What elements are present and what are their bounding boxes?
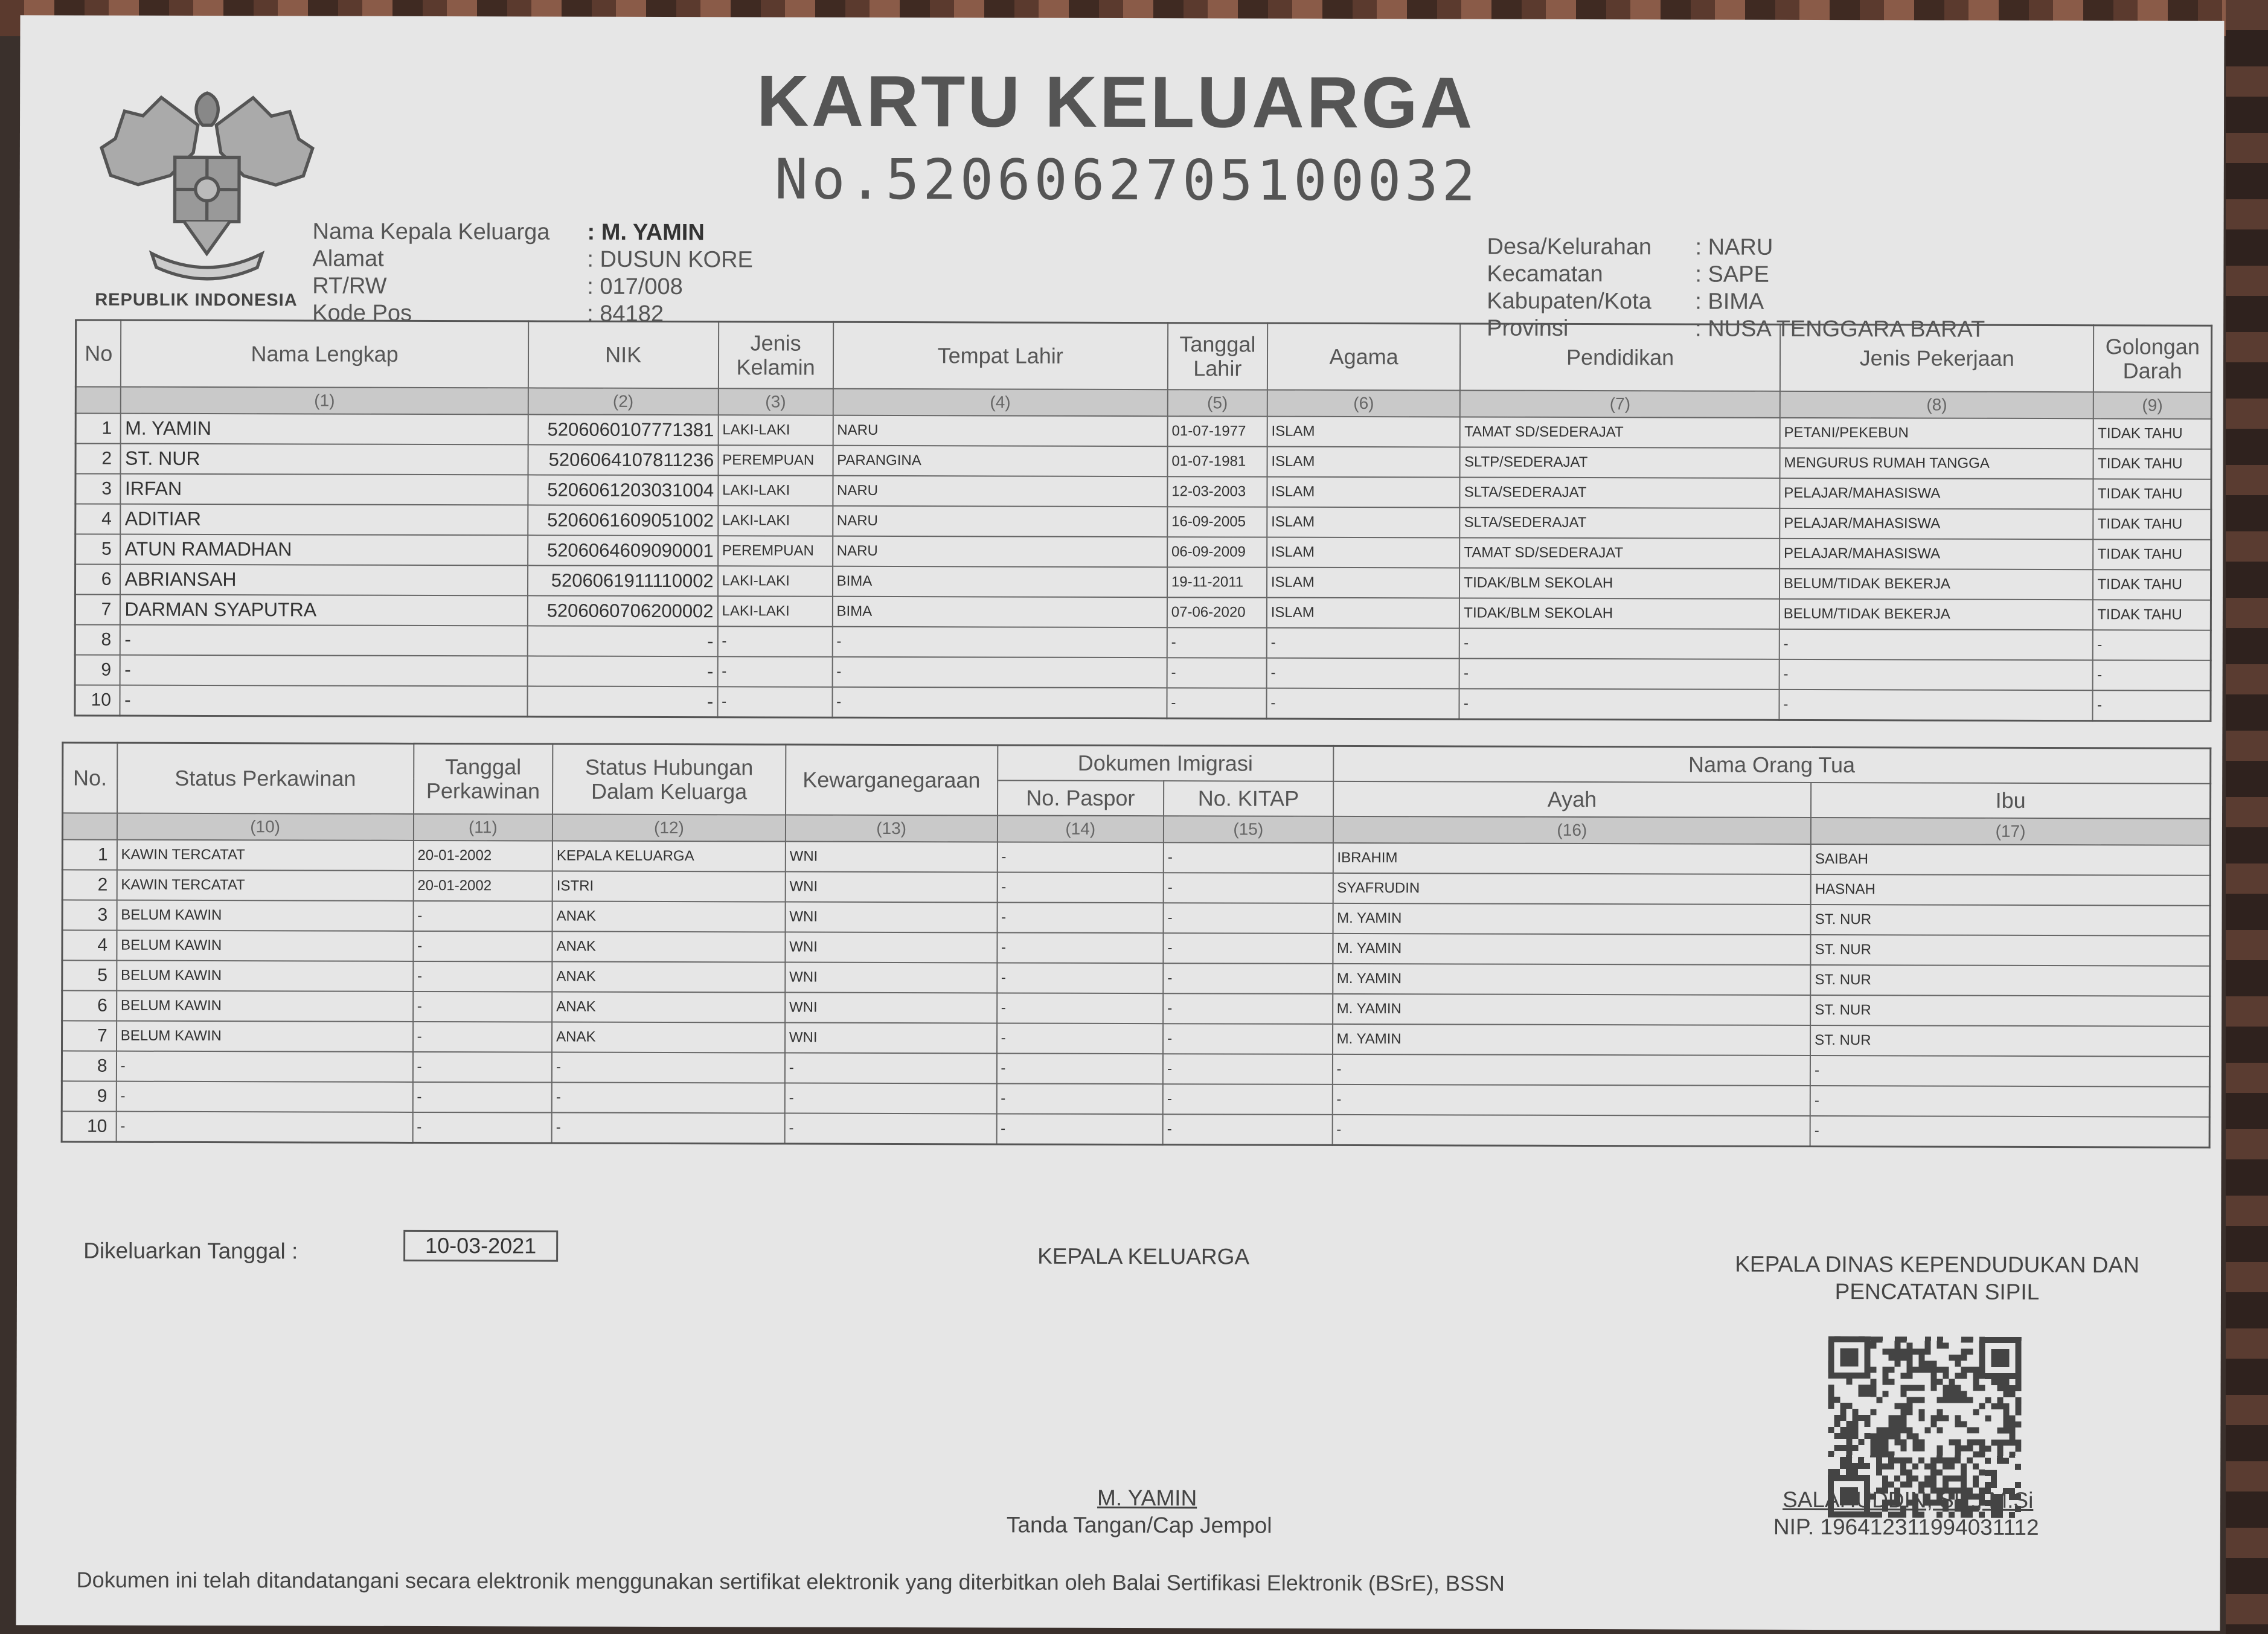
table-cell: - xyxy=(1164,873,1333,903)
family-members-table xyxy=(74,319,2212,722)
index-cell: (8) xyxy=(1780,391,2094,418)
table-cell: - xyxy=(717,656,832,687)
table-cell: M. YAMIN xyxy=(1333,993,1811,1025)
emblem-caption: REPUBLIK INDONESIA xyxy=(95,290,298,310)
table-cell: ST. NUR xyxy=(1811,904,2210,935)
table-cell: ST. NUR xyxy=(1810,995,2209,1026)
table-cell: LAKI-LAKI xyxy=(718,566,833,596)
table-cell: PEREMPUAN xyxy=(718,445,833,475)
table-cell: 5206061911110002 xyxy=(528,565,718,596)
table-cell: ST. NUR xyxy=(1810,1025,2209,1056)
table-cell: ST. NUR xyxy=(1811,934,2210,966)
header-value: : DUSUN KORE xyxy=(587,246,753,273)
table-cell: TIDAK TAHU xyxy=(2093,569,2211,600)
table-cell: 7 xyxy=(62,1020,117,1051)
table-cell: - xyxy=(527,686,717,717)
table-cell: 1 xyxy=(75,413,121,443)
table-cell: TIDAK TAHU xyxy=(2093,479,2211,510)
signature-caption: Tanda Tangan/Cap Jempol xyxy=(1006,1512,1272,1538)
table-cell: LAKI-LAKI xyxy=(718,596,833,626)
table-cell: 01-07-1977 xyxy=(1168,416,1267,446)
index-cell: (9) xyxy=(2093,392,2211,419)
table-cell: WNI xyxy=(785,932,997,963)
table-cell: - xyxy=(1810,1115,2209,1147)
column-header: No. KITAP xyxy=(1164,781,1333,816)
table-cell: - xyxy=(997,902,1164,933)
table-cell: 19-11-2011 xyxy=(1167,567,1267,597)
column-header: Jenis Pekerjaan xyxy=(1780,324,2094,391)
table-cell: - xyxy=(997,963,1164,993)
table-cell: TIDAK/BLM SEKOLAH xyxy=(1459,568,1779,598)
table-cell: NARU xyxy=(833,505,1167,536)
table-cell: - xyxy=(1779,629,2093,659)
table-cell: BELUM/TIDAK BEKERJA xyxy=(1779,568,2093,599)
table-cell: 9 xyxy=(62,1081,116,1111)
column-header: Nama Orang Tua xyxy=(1333,746,2211,783)
electronic-signature-disclaimer: Dokumen ini telah ditandatangani secara elektronik menggunakan sertifikat elektronik yang diterbitkan oleh Balai Sertifikasi Elektronik (BSrE), BSSN xyxy=(76,1567,1505,1596)
index-cell: (1) xyxy=(121,386,528,414)
index-cell: (14) xyxy=(997,815,1164,842)
header-row xyxy=(1487,288,1985,316)
column-header: Jenis Kelamin xyxy=(719,322,833,388)
table-cell: - xyxy=(1163,1114,1333,1145)
table-cell: 3 xyxy=(75,473,121,504)
table-header-row xyxy=(75,320,2211,392)
table-cell: - xyxy=(413,900,553,931)
table-cell: NARU xyxy=(833,475,1167,506)
kepala-keluarga-name: M. YAMIN xyxy=(1097,1485,1197,1511)
table-cell: WNI xyxy=(786,841,998,872)
table-cell: ISTRI xyxy=(553,871,786,902)
table-cell: - xyxy=(117,1051,413,1081)
table-cell: - xyxy=(1332,1084,1810,1115)
table-cell: ISLAM xyxy=(1267,446,1460,477)
table-cell: M. YAMIN xyxy=(1333,903,1811,934)
table-cell: - xyxy=(1167,658,1266,688)
table-cell: - xyxy=(120,685,527,716)
table-cell: SLTP/SEDERAJAT xyxy=(1460,447,1780,478)
table-cell: 5 xyxy=(62,960,117,990)
table-row xyxy=(75,685,2211,721)
table-cell: WNI xyxy=(785,1022,997,1053)
column-header: No. xyxy=(63,743,117,813)
dinas-title-line-2: PENCATATAN SIPIL xyxy=(1834,1279,2040,1304)
table-cell: KEPALA KELUARGA xyxy=(553,841,786,871)
table-cell: - xyxy=(413,991,553,1022)
header-label: Nama Kepala Keluarga xyxy=(312,219,550,245)
table-cell: - xyxy=(1779,689,2093,720)
column-header: Tanggal Lahir xyxy=(1168,323,1267,389)
header-value: : 84182 xyxy=(587,301,664,327)
table-cell: 07-06-2020 xyxy=(1167,597,1267,627)
table-cell: ANAK xyxy=(552,1022,785,1052)
header-row xyxy=(1487,234,1985,262)
table-row xyxy=(75,443,2211,479)
table-cell: TAMAT SD/SEDERAJAT xyxy=(1460,417,1780,447)
table-cell: ISLAM xyxy=(1267,416,1460,447)
table-cell: PELAJAR/MAHASISWA xyxy=(1779,538,2093,569)
table-cell: 16-09-2005 xyxy=(1167,507,1267,537)
table-cell: TIDAK TAHU xyxy=(2093,418,2211,449)
table-cell: - xyxy=(1332,1054,1810,1085)
kartu-keluarga-document xyxy=(16,15,2225,1631)
table-cell: SLTA/SEDERAJAT xyxy=(1460,507,1780,538)
table-cell: BELUM KAWIN xyxy=(117,900,413,931)
table-cell: - xyxy=(1266,688,1459,719)
table-cell: - xyxy=(1332,1114,1810,1146)
index-cell: (16) xyxy=(1333,816,1812,844)
table-cell: - xyxy=(1459,658,1779,689)
table-cell: NARU xyxy=(833,536,1167,566)
header-value: : SAPE xyxy=(1695,261,1769,287)
header-value: : 017/008 xyxy=(587,274,683,300)
table-cell: - xyxy=(997,872,1164,903)
header-value: : NUSA TENGGARA BARAT xyxy=(1695,316,1985,342)
table-cell: KAWIN TERCATAT xyxy=(117,870,413,900)
index-cell: (11) xyxy=(414,813,553,841)
index-cell: (17) xyxy=(1811,817,2210,845)
table-cell: - xyxy=(2093,660,2211,691)
table-cell: BELUM KAWIN xyxy=(117,930,413,961)
table-cell: M. YAMIN xyxy=(1333,1024,1811,1055)
table-cell: BIMA xyxy=(832,596,1167,627)
table-cell: ST. NUR xyxy=(121,443,528,475)
header-row xyxy=(312,218,753,246)
table-cell: 8 xyxy=(75,624,120,655)
table-cell: IBRAHIM xyxy=(1333,842,1811,874)
table-cell: LAKI-LAKI xyxy=(718,475,833,505)
table-cell: - xyxy=(1163,1084,1333,1115)
table-cell: 5206061203031004 xyxy=(528,475,718,505)
table-row xyxy=(75,504,2211,539)
table-cell: KAWIN TERCATAT xyxy=(117,839,413,870)
issued-date: 10-03-2021 xyxy=(403,1230,558,1262)
table-cell: 5206061609051002 xyxy=(528,505,718,536)
header-label: Kecamatan xyxy=(1487,261,1603,287)
table-cell: BELUM/TIDAK BEKERJA xyxy=(1779,598,2093,629)
table-cell: - xyxy=(832,626,1167,657)
table-cell: - xyxy=(1167,627,1267,658)
index-cell: (10) xyxy=(117,813,414,840)
table-cell: - xyxy=(996,1113,1163,1144)
table-cell: ST. NUR xyxy=(1810,964,2209,996)
table-cell: TAMAT SD/SEDERAJAT xyxy=(1460,537,1780,568)
table-cell: - xyxy=(413,931,553,961)
table-cell: LAKI-LAKI xyxy=(718,505,833,536)
table-cell: - xyxy=(717,687,832,717)
table-row xyxy=(75,624,2211,660)
table-cell: - xyxy=(997,932,1164,963)
table-cell: - xyxy=(552,1052,785,1083)
document-number: No.5206062705100032 xyxy=(774,147,1479,214)
table-cell: - xyxy=(412,1051,552,1082)
table-cell: ABRIANSAH xyxy=(120,564,527,595)
table-cell: 12-03-2003 xyxy=(1167,476,1267,507)
table-cell: - xyxy=(996,1053,1163,1084)
table-cell: ANAK xyxy=(552,931,785,962)
table-cell: M. YAMIN xyxy=(1333,963,1811,995)
header-row xyxy=(312,245,753,274)
table-cell: 5206060107771381 xyxy=(528,414,718,445)
table-cell: - xyxy=(413,1021,553,1052)
table-cell: - xyxy=(1163,963,1333,994)
table-cell: - xyxy=(552,1112,785,1144)
document-title: KARTU KELUARGA xyxy=(756,60,1475,144)
table-cell: - xyxy=(997,1023,1164,1054)
table-cell: 5 xyxy=(75,534,121,564)
table-cell: - xyxy=(717,626,832,656)
table-cell: ISLAM xyxy=(1267,537,1460,568)
table-cell: - xyxy=(1167,688,1266,719)
table-cell: 4 xyxy=(62,930,117,960)
table-row xyxy=(75,413,2211,449)
table-cell: 10 xyxy=(62,1111,116,1142)
table-cell: PELAJAR/MAHASISWA xyxy=(1779,478,2093,508)
table-cell: - xyxy=(120,624,527,656)
table-cell: PEREMPUAN xyxy=(718,536,833,566)
table-cell: TIDAK/BLM SEKOLAH xyxy=(1459,598,1779,629)
table-cell: - xyxy=(116,1111,412,1142)
table-cell: - xyxy=(120,655,527,686)
table-cell: - xyxy=(527,626,717,656)
table-cell: SAIBAH xyxy=(1811,844,2210,875)
family-status-table xyxy=(61,742,2212,1148)
table-cell: 2 xyxy=(75,443,121,473)
column-header: Tanggal Perkawinan xyxy=(414,743,553,814)
table-cell: SLTA/SEDERAJAT xyxy=(1460,477,1780,508)
table-cell: - xyxy=(116,1081,412,1112)
table-row xyxy=(62,1111,2209,1147)
table-cell: - xyxy=(1267,627,1460,658)
table-cell: 9 xyxy=(75,655,120,685)
table-cell: ADITIAR xyxy=(121,504,528,535)
issued-label: Dikeluarkan Tanggal : xyxy=(83,1238,298,1264)
header-row xyxy=(312,272,753,301)
column-header: Dokumen Imigrasi xyxy=(998,745,1333,781)
table-row xyxy=(75,564,2211,600)
table-cell: - xyxy=(785,1052,997,1083)
table-cell: BELUM KAWIN xyxy=(117,990,413,1021)
table-cell: - xyxy=(1163,993,1333,1024)
table-cell: MENGURUS RUMAH TANGGA xyxy=(1779,447,2093,478)
table-cell: - xyxy=(1164,842,1333,873)
table-cell: ANAK xyxy=(552,992,785,1022)
table-cell: - xyxy=(2093,630,2211,661)
table-cell: 6 xyxy=(75,564,120,594)
table-cell: TIDAK TAHU xyxy=(2093,539,2211,570)
header-value: : NARU xyxy=(1695,234,1773,260)
table-cell: ANAK xyxy=(552,961,785,992)
table-cell: PETANI/PEKEBUN xyxy=(1779,417,2093,448)
column-header: Pendidikan xyxy=(1460,324,1780,391)
header-label: RT/RW xyxy=(312,273,387,299)
table-cell: 8 xyxy=(62,1051,116,1081)
table-cell: - xyxy=(413,961,553,992)
header-label: Desa/Kelurahan xyxy=(1487,234,1652,260)
table-cell: - xyxy=(784,1113,996,1144)
table-cell: TIDAK TAHU xyxy=(2093,600,2211,630)
table-row xyxy=(75,534,2211,569)
table-cell: 6 xyxy=(62,990,117,1020)
table-cell: ISLAM xyxy=(1267,476,1460,507)
table-cell: ISLAM xyxy=(1267,507,1460,537)
table-cell: BELUM KAWIN xyxy=(117,1020,413,1051)
column-header: Golongan Darah xyxy=(2093,325,2211,392)
header-label: Kabupaten/Kota xyxy=(1487,288,1651,315)
table-cell: DARMAN SYAPUTRA xyxy=(120,594,527,626)
kepala-keluarga-title: KEPALA KELUARGA xyxy=(1037,1243,1250,1269)
table-cell: - xyxy=(997,842,1164,873)
table-cell: ATUN RAMADHAN xyxy=(121,534,528,565)
column-header: No. Paspor xyxy=(998,780,1164,816)
table-cell: - xyxy=(832,656,1167,687)
table-cell: SYAFRUDIN xyxy=(1333,873,1811,904)
dinas-title-line-1: KEPALA DINAS KEPENDUDUKAN DAN xyxy=(1735,1251,2139,1278)
table-cell: 7 xyxy=(75,594,120,624)
column-header: Status Perkawinan xyxy=(117,743,414,813)
index-cell: (2) xyxy=(528,388,718,415)
table-row xyxy=(75,473,2211,509)
column-header: Agama xyxy=(1267,323,1461,390)
table-row xyxy=(75,655,2211,690)
table-cell: ISLAM xyxy=(1267,597,1460,628)
table-cell: ISLAM xyxy=(1267,567,1460,598)
table-cell: - xyxy=(412,1081,552,1112)
table-cell: - xyxy=(1163,1054,1333,1085)
table-cell: BELUM KAWIN xyxy=(117,960,413,991)
table-cell: - xyxy=(785,1083,997,1113)
column-header: Kewarganegaraan xyxy=(786,745,998,815)
table-row xyxy=(75,594,2211,630)
table-cell: M. YAMIN xyxy=(121,413,528,444)
table-cell: ANAK xyxy=(553,901,786,932)
index-cell: (15) xyxy=(1164,816,1333,843)
index-cell: (4) xyxy=(833,388,1167,415)
index-cell: (13) xyxy=(786,815,998,842)
table-cell: - xyxy=(1810,1055,2209,1086)
table-cell: - xyxy=(1163,1024,1333,1054)
header-row xyxy=(1487,261,1985,289)
table-cell: - xyxy=(997,993,1164,1024)
table-cell: HASNAH xyxy=(1811,874,2210,905)
background-rug-edge xyxy=(2226,0,2268,1634)
table-cell: - xyxy=(1459,628,1779,659)
table-cell: PELAJAR/MAHASISWA xyxy=(1779,508,2093,539)
column-header: NIK xyxy=(528,321,719,388)
table-cell: LAKI-LAKI xyxy=(718,415,833,445)
table-cell: 01-07-1981 xyxy=(1167,446,1267,476)
table-cell: TIDAK TAHU xyxy=(2093,509,2211,540)
table-cell: 3 xyxy=(62,900,117,930)
table-cell: 5206064609090001 xyxy=(528,535,718,566)
dinas-official-name: SALAHUDDIN, SH., M.Si xyxy=(1783,1487,2034,1513)
dinas-official-nip: NIP. 196412311994031112 xyxy=(1773,1514,2039,1540)
header-label: Kode Pos xyxy=(312,300,412,326)
column-header: Ayah xyxy=(1333,781,1812,817)
table-cell: - xyxy=(1163,933,1333,964)
index-cell: (5) xyxy=(1168,389,1267,416)
table-header-row xyxy=(63,743,2211,783)
table-cell: WNI xyxy=(785,962,997,993)
table-cell: 10 xyxy=(75,685,120,716)
column-header: No xyxy=(75,320,121,386)
table-cell: - xyxy=(1164,903,1333,934)
table-cell: TIDAK TAHU xyxy=(2093,449,2211,479)
column-header: Tempat Lahir xyxy=(833,322,1168,389)
table-cell: IRFAN xyxy=(121,473,528,505)
table-cell: 5206060706200002 xyxy=(528,595,718,626)
table-cell: - xyxy=(996,1083,1163,1114)
table-cell: NARU xyxy=(833,415,1167,446)
index-cell: (12) xyxy=(553,814,786,841)
header-value: : BIMA xyxy=(1695,289,1764,315)
table-cell: 06-09-2009 xyxy=(1167,537,1267,567)
table-cell: - xyxy=(552,1082,785,1113)
table-cell: BIMA xyxy=(833,566,1167,597)
table-cell: 5206064107811236 xyxy=(528,444,718,475)
table-cell: - xyxy=(1266,658,1459,688)
column-header: Status Hubungan Dalam Keluarga xyxy=(553,744,786,815)
table-cell: 20-01-2002 xyxy=(413,840,553,871)
header-label: Alamat xyxy=(312,246,384,272)
table-cell: M. YAMIN xyxy=(1333,933,1811,964)
table-cell: - xyxy=(527,656,717,687)
column-header: Ibu xyxy=(1811,782,2211,818)
garuda-emblem-icon xyxy=(92,70,322,300)
header-value: : M. YAMIN xyxy=(587,219,705,246)
table-cell: WNI xyxy=(785,871,997,902)
table-cell: WNI xyxy=(785,902,997,932)
index-cell: (3) xyxy=(718,388,833,415)
table-cell: 4 xyxy=(75,504,121,534)
header-label: Provinsi xyxy=(1487,315,1569,341)
table-cell: - xyxy=(832,687,1167,718)
table-cell: WNI xyxy=(785,992,997,1023)
table-cell: - xyxy=(1459,688,1779,720)
header-left xyxy=(312,218,753,328)
table-cell: 1 xyxy=(62,839,117,870)
table-cell: - xyxy=(2093,690,2211,721)
table-cell: - xyxy=(1779,659,2093,690)
index-cell: (7) xyxy=(1460,390,1780,417)
table-cell: PARANGINA xyxy=(833,445,1167,476)
table-cell: 20-01-2002 xyxy=(413,870,553,901)
table-cell: - xyxy=(412,1112,552,1142)
index-cell: (6) xyxy=(1267,389,1461,417)
column-header: Nama Lengkap xyxy=(121,320,528,388)
table-cell: - xyxy=(1810,1085,2209,1117)
table-cell: 2 xyxy=(62,870,117,900)
